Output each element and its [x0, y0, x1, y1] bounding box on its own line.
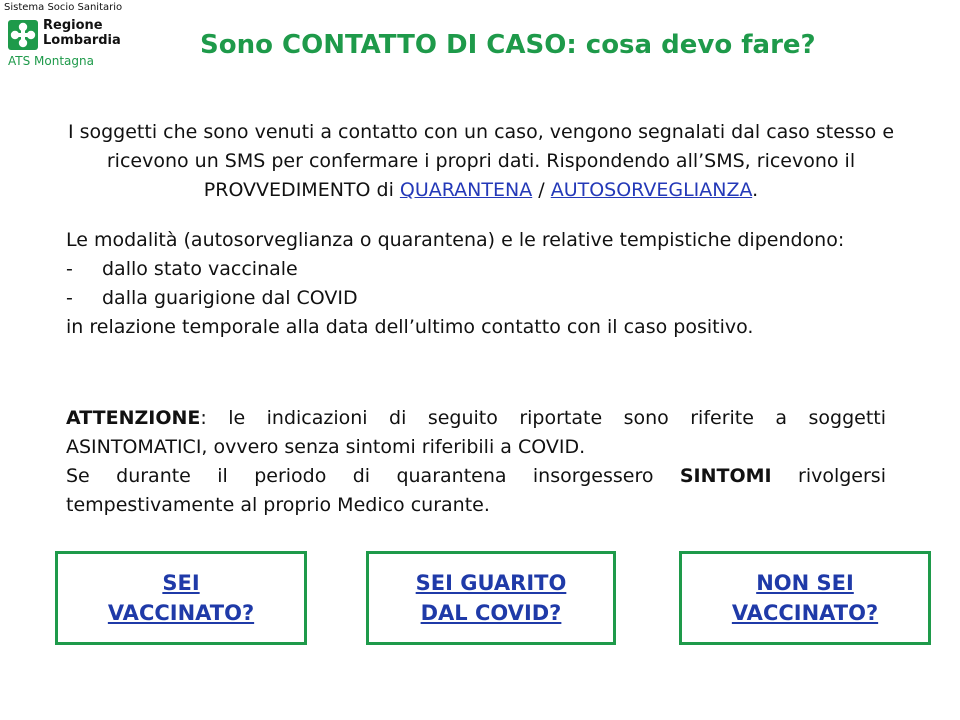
list-dash: -	[66, 287, 73, 309]
recovered-button[interactable]	[366, 551, 616, 645]
warning-line3-pre: Se durante il periodo di quarantena insorgessero	[66, 465, 680, 487]
warning-line	[66, 462, 886, 491]
logo-ats-text: ATS Montagna	[8, 54, 94, 68]
modalities-conclusion: in relazione temporale alla data dell’ultimo contatto con il caso positivo.	[66, 316, 754, 338]
logo-regione-lombardia	[4, 2, 144, 70]
modalities-paragraph	[66, 226, 886, 342]
list-item-text: dalla guarigione dal COVID	[102, 287, 358, 309]
intro-end: .	[752, 179, 759, 201]
modalities-intro: Le modalità (autosorveglianza o quarantena) e le relative tempistiche dipendono:	[66, 229, 845, 251]
vaccinated-button-line2: VACCINATO?	[107, 601, 255, 625]
recovered-button-line1: SEI GUARITO	[415, 571, 567, 595]
not-vaccinated-button[interactable]	[679, 551, 931, 645]
warning-line1-text: : le indicazioni di seguito riportate sono riferite a soggetti	[200, 407, 886, 429]
regione-lombardia-logo-icon	[8, 20, 38, 50]
list-item	[66, 255, 886, 284]
recovered-button-line2: DAL COVID?	[420, 601, 562, 625]
intro-paragraph	[56, 118, 906, 205]
list-item	[66, 284, 886, 313]
vaccinated-button-line1: SEI	[162, 571, 200, 595]
intro-separator: /	[532, 179, 551, 201]
logo-region-line2: Lombardia	[43, 33, 121, 48]
link-quarantena[interactable]: QUARANTENA	[399, 179, 533, 201]
warning-line	[66, 404, 886, 433]
warning-paragraph	[66, 404, 886, 520]
list-dash: -	[66, 258, 73, 280]
list-item-text: dallo stato vaccinale	[102, 258, 298, 280]
not-vaccinated-button-line1: NON SEI	[756, 571, 854, 595]
warning-line: tempestivamente al proprio Medico curante.	[66, 494, 490, 516]
warning-label: ATTENZIONE	[66, 407, 201, 429]
not-vaccinated-button-line2: VACCINATO?	[731, 601, 879, 625]
warning-symptoms: SINTOMI	[679, 465, 772, 487]
page-title: Sono CONTATTO DI CASO: cosa devo fare?	[200, 30, 816, 60]
logo-system-text: Sistema Socio Sanitario	[4, 2, 123, 13]
warning-line3-post: rivolgersi	[771, 465, 886, 487]
logo-region-line1: Regione	[43, 18, 103, 33]
intro-text: I soggetti che sono venuti a contatto con un caso, vengono segnalati dal caso stesso e ricevono un SMS per confermare i propri dati. Rispondendo all’SMS, ricevono il PROVVEDIMENTO di	[67, 121, 895, 201]
link-autosorveglianza[interactable]: AUTOSORVEGLIANZA	[550, 179, 753, 201]
vaccinated-button[interactable]	[55, 551, 307, 645]
warning-line: ASINTOMATICI, ovvero senza sintomi riferibili a COVID.	[66, 436, 586, 458]
